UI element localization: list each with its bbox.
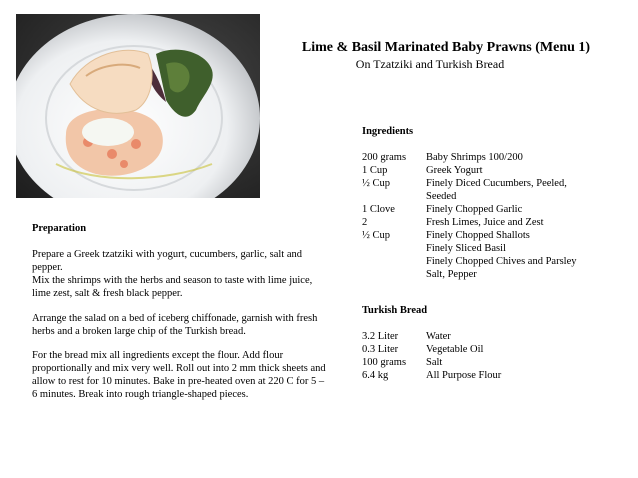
preparation-step-tzatziki: Prepare a Greek tzatziki with yogurt, cucumbers, garlic, salt and pepper. xyxy=(32,249,302,273)
ingredient-name: Finely Chopped Garlic xyxy=(426,204,523,215)
ingredient-row xyxy=(362,356,602,369)
preparation-step-bread: For the bread mix all ingredients except the flour. Add flour proportionally and mix very well. Roll out into 2 mm thick sheets and allow to rest for 10 minutes. Bake in pre-heated oven at 220 C for 5 – 6 minutes. Break into rough triangle-shaped pieces. xyxy=(32,350,326,400)
ingredient-qty: 6.4 kg xyxy=(362,370,389,381)
ingredient-row xyxy=(362,203,602,216)
ingredient-qty: 3.2 Liter xyxy=(362,331,399,342)
ingredient-row xyxy=(362,369,602,382)
ingredient-row xyxy=(362,255,602,268)
recipe-subtitle: On Tzatziki and Turkish Bread xyxy=(355,57,505,71)
ingredient-name: Water xyxy=(426,331,451,342)
ingredient-qty: 1 Cup xyxy=(362,165,388,176)
dish-photo-illustration xyxy=(16,14,260,198)
recipe-title: Lime & Basil Marinated Baby Prawns (Menu 1) xyxy=(301,40,591,55)
ingredient-row xyxy=(362,177,602,203)
ingredient-name: Baby Shrimps 100/200 xyxy=(426,152,523,163)
ingredient-row xyxy=(362,343,602,356)
ingredient-name: All Purpose Flour xyxy=(426,370,502,381)
ingredient-qty xyxy=(362,242,426,255)
preparation-heading: Preparation xyxy=(32,223,87,234)
ingredient-name: Fresh Limes, Juice and Zest xyxy=(426,217,544,228)
ingredients-heading: Ingredients xyxy=(362,126,414,137)
ingredient-row xyxy=(362,229,602,242)
turkish-bread-list xyxy=(362,330,602,382)
ingredient-name: Vegetable Oil xyxy=(426,344,484,355)
preparation-step-shrimps: Mix the shrimps with the herbs and season to taste with lime juice, lime zest, salt & fresh black pepper. xyxy=(32,275,313,299)
dish-photo xyxy=(16,14,260,198)
ingredient-row xyxy=(362,164,602,177)
ingredient-qty: 1 Clove xyxy=(362,204,395,215)
ingredients-list xyxy=(362,151,602,281)
ingredient-row xyxy=(362,151,602,164)
ingredient-qty: 200 grams xyxy=(362,152,407,163)
ingredient-name: Finely Chopped Chives and Parsley xyxy=(426,256,577,267)
prawn-piece xyxy=(120,160,128,168)
ingredient-name: Finely Sliced Basil xyxy=(426,243,506,254)
ingredient-qty: 0.3 Liter xyxy=(362,344,399,355)
ingredient-row xyxy=(362,216,602,229)
ingredient-qty xyxy=(362,255,426,268)
ingredient-qty: 2 xyxy=(362,217,368,228)
ingredient-qty: ½ Cup xyxy=(362,230,391,241)
ingredient-name: Salt xyxy=(426,357,443,368)
ingredient-row xyxy=(362,268,602,281)
ingredient-row xyxy=(362,242,602,255)
ingredient-name: Salt, Pepper xyxy=(426,269,477,280)
ingredient-name: Finely Diced Cucumbers, Peeled, Seeded xyxy=(426,178,567,202)
ingredient-name: Greek Yogurt xyxy=(426,165,483,176)
prawn-piece xyxy=(107,149,117,159)
turkish-bread-heading: Turkish Bread xyxy=(362,305,428,316)
tzatziki xyxy=(82,118,134,146)
ingredient-qty: 100 grams xyxy=(362,357,407,368)
ingredient-qty: ½ Cup xyxy=(362,178,391,189)
preparation-step-arrange: Arrange the salad on a bed of iceberg chiffonade, garnish with fresh herbs and a broken large chip of the Turkish bread. xyxy=(32,313,318,337)
prawn-piece xyxy=(131,139,141,149)
ingredient-qty xyxy=(362,268,426,281)
ingredient-row xyxy=(362,330,602,343)
ingredient-name: Finely Chopped Shallots xyxy=(426,230,530,241)
